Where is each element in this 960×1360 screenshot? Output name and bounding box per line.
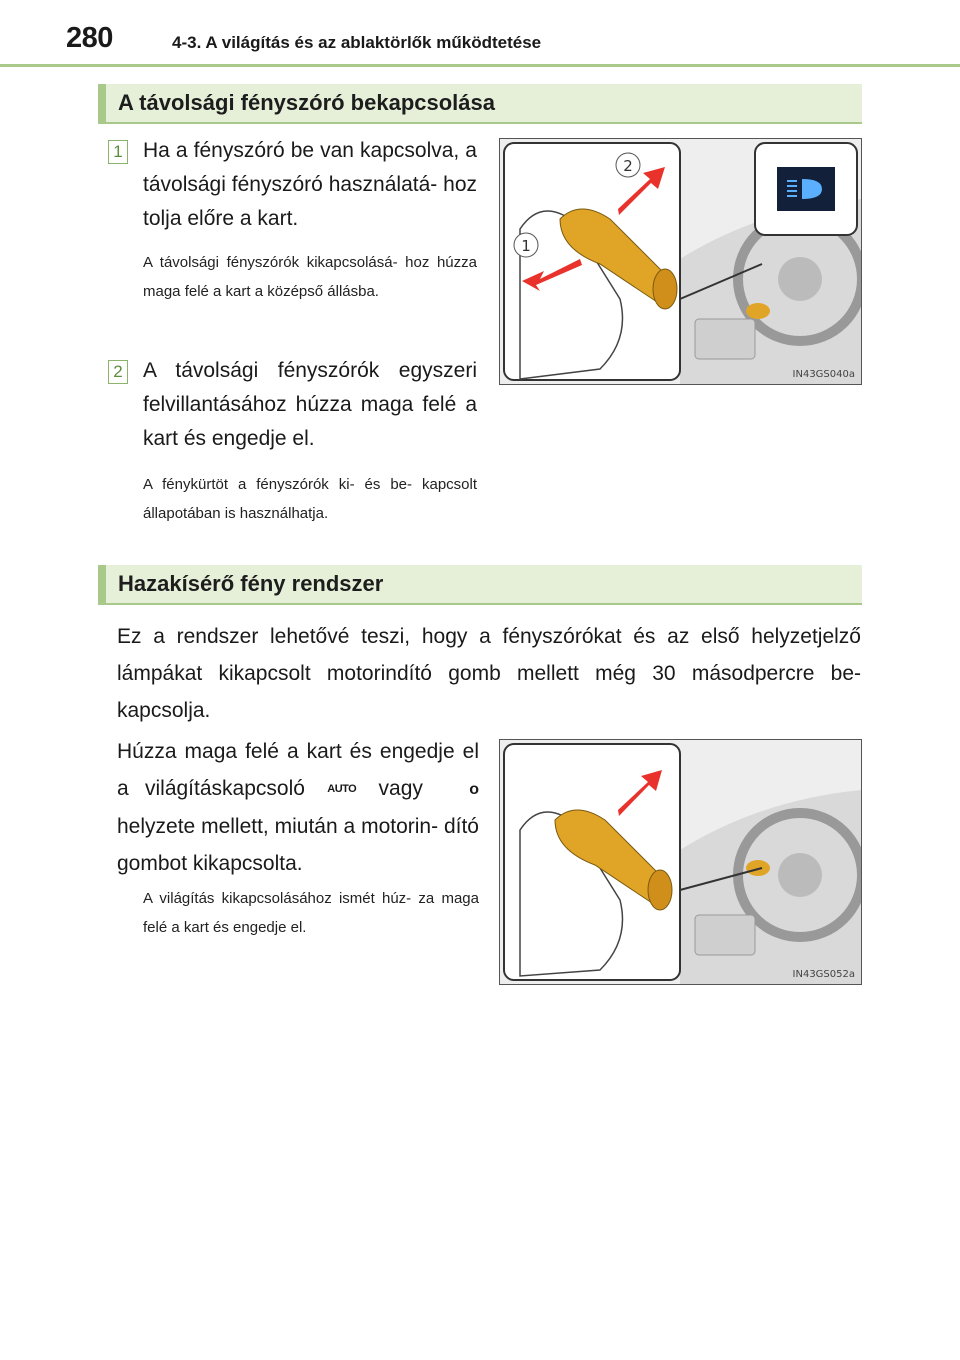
figure-callout-2: 2 xyxy=(623,157,633,175)
section-2-intro: Ez a rendszer lehetővé teszi, hogy a fényszórókat és az első helyzetjelző lámpákat kikapcsolt motorindító gomb mellett még 30 másodpercre be- kapcsolja. xyxy=(117,625,861,722)
section-title: Hazakísérő fény rendszer xyxy=(118,571,384,596)
instruction-part-1: Húzza maga felé a kart és engedje el a világításkapcsoló xyxy=(117,740,479,800)
section-2-instruction xyxy=(117,733,479,882)
step-1-text: Ha a fényszóró be van kapcsolva, a távolsági fényszóró használatá- hoz tolja előre a kart. xyxy=(143,139,477,230)
section-2-note: A világítás kikapcsolásához ismét húz- za maga felé a kart és engedje el. xyxy=(143,890,479,936)
figure-code: IN43GS052a xyxy=(792,969,855,980)
figure-code: IN43GS040a xyxy=(792,369,855,380)
section-heading-follow-me-home xyxy=(98,565,862,605)
auto-position-symbol: AUTO xyxy=(327,782,357,795)
follow-me-home-lever-illustration xyxy=(499,739,862,985)
page-number: 280 xyxy=(66,22,113,54)
figure-callout-1: 1 xyxy=(521,237,531,255)
high-beam-lever-illustration xyxy=(499,138,862,385)
instruction-part-2: helyzete mellett, miután a motorin- dító gombot kikapcsolta. xyxy=(117,814,479,875)
step-number-1: 1 xyxy=(108,140,128,164)
light-position-symbol: o xyxy=(469,780,480,798)
step-2-text: A távolsági fényszórók egyszeri felvillantásához húzza maga felé a kart és engedje el. xyxy=(143,359,477,450)
step-2-note: A fénykürtöt a fényszórók ki- és be- kapcsolt állapotában is használhatja. xyxy=(143,476,477,522)
chapter-title: 4-3. A világítás és az ablaktörlők működtetése xyxy=(172,33,542,52)
section-heading-high-beam xyxy=(98,84,862,124)
step-number-2: 2 xyxy=(108,360,128,384)
header-rule xyxy=(0,64,960,67)
instruction-or: vagy xyxy=(378,777,423,800)
step-1-note: A távolsági fényszórók kikapcsolásá- hoz húzza maga felé a kart a középső állásba. xyxy=(143,254,477,300)
page-header xyxy=(0,0,960,70)
section-title: A távolsági fényszóró bekapcsolása xyxy=(118,90,495,115)
